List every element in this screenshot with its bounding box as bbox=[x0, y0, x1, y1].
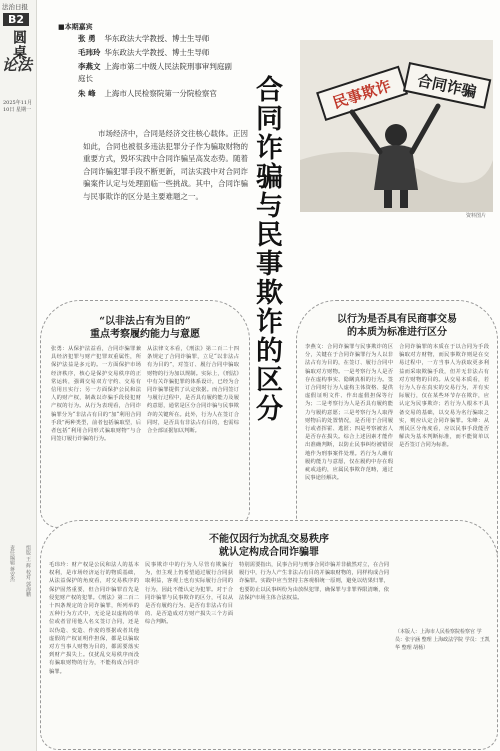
page-title: 合同诈骗与民事欺诈的区分 bbox=[251, 75, 282, 423]
sign-text-1: 民事欺诈 bbox=[330, 76, 394, 113]
guest-row bbox=[78, 88, 217, 99]
box2-heading-line2: 的本质为标准进行区分 bbox=[347, 327, 447, 338]
guest-row bbox=[78, 47, 209, 58]
article-box-1 bbox=[40, 300, 250, 528]
guest-row bbox=[78, 33, 209, 44]
box3-column-c: 特别需要指出，民事合同与刑事合同诈骗并非截然对立，在合同履行中，行为人产生非法占有目的并骗取财物的，同样构成合同诈骗罪。实践中应当坚持主客观相统一原则，避免以结果归罪，也要防止以民事纠纷为由放纵犯罪，确保罪与非罪界限清晰，依法保护市场主体合法权益。 bbox=[239, 562, 389, 601]
photo-credit: 资料图片 bbox=[466, 213, 487, 219]
illustration-graphic bbox=[300, 40, 493, 212]
guest-name: 朱 峰 bbox=[78, 89, 96, 98]
intro-paragraph: 市场经济中，合同是经济交往核心载体。正因如此，合同也被很多违法犯罪分子作为骗取财物的重要方式，毁坏实践中合同诈骗呈高发态势。随着合同诈骗犯罪手段不断更新，司法实践中对合同诈骗案件认定与处理面临一些挑战。其中，合同诈骗与民事欺诈的区分是主要难题之一。 bbox=[83, 129, 248, 201]
guests-heading: ■本期嘉宾 bbox=[58, 23, 93, 31]
guest-title: 上海市第二中级人民法院刑事审判庭副庭长 bbox=[78, 62, 232, 83]
guest-title: 华东政法大学教授、博士生导师 bbox=[104, 48, 210, 57]
guest-title: 上海市人民检察院第一分院检察官 bbox=[104, 89, 217, 98]
issue-date: 2025年11月10日 星期一 bbox=[3, 100, 33, 113]
editor-credit: 责任编辑 蒋安杰 bbox=[9, 545, 15, 582]
page-number: B2 bbox=[3, 13, 29, 26]
paper-name: 法治日报 bbox=[2, 3, 28, 11]
illustration-photo bbox=[300, 40, 493, 212]
guest-row bbox=[78, 61, 238, 85]
sign-text-2: 合同诈骗 bbox=[415, 71, 479, 102]
section-subtitle: 论法 bbox=[2, 56, 33, 74]
guest-name: 李燕文 bbox=[78, 62, 101, 71]
section-name: 圆桌 bbox=[11, 30, 27, 60]
box1-column-a: 张勇：从保护法益看，合同诈骗罪兼具经济犯罪与财产犯罪双重属性，所保护法益是多元的。一方面保护市场经济秩序，核心是保护交易秩序的正常运转，强调交易双方守约、交易有信用且实行；另一方面保护公民和法人的财产权，制裁以诈骗手段侵犯财产权的行为。从行为表现看，合同诈骗罪分为“非法占有目的”加“利用合同手段”两种类型，前者包括骗取型，后者包括“利用合同形式骗取财物”与合同签订履行诈骗的行为。 bbox=[51, 346, 141, 443]
box2-column-a: 李燕文：合同诈骗罪与民事欺诈的区分，关键在于合同诈骗罪行为人以非法占有为目的，在签订、履行合同中骗取对方财物。一是考察行为人是否存在虚构事实、隐瞒真相的行为。签订合同时行为人虚构主体资格、提供虚假证明文件、作出虚假担保等行为；二是考察行为人是否具有履约能力与履约意愿；三是考察行为人取得财物后的处置情况，是否用于合同履行或者挥霍、逃匿；四是考察被害人是否存在损失。综合上述因素才能作出准确判断，以防止民事纠纷被错误地作为刑事案件处理。若行为人确有履约能力与意愿，仅在履约中存在瑕疵或违约，应属民事欺诈范畴，通过民事途径解决。 bbox=[305, 344, 393, 482]
guest-name: 毛玮玲 bbox=[78, 48, 101, 57]
box1-column-b: 从法律文本看，《刑法》第二百二十四条规定了合同诈骗罪，立足“以非法占有为目的”，对签订、履行合同中骗取财物的行为加以规制。实际上，《刑法》中有关诈骗犯罪的体系设计，已经为合同诈骗罪提供了认定依据。而合同签订与履行过程中，是否具有履约能力及履约意愿，通常是区分合同诈骗与民事欺诈的关键所在。此外，行为人在签订合同时，是否具有非法占有目的，也需综合全部证据加以判断。 bbox=[147, 346, 239, 435]
box3-heading-line1: 不能仅因行为扰乱交易秩序 bbox=[209, 534, 329, 545]
guest-name: 张 勇 bbox=[78, 34, 96, 43]
box3-heading-line2: 就认定构成合同诈骗罪 bbox=[219, 547, 319, 558]
box2-heading-line1: 以行为是否具有民商事交易 bbox=[337, 314, 457, 325]
box1-heading-line1: “以非法占有为目的” bbox=[99, 316, 191, 327]
layout-credit: 组版 王 辉 校对 郭海鹏 bbox=[25, 545, 31, 597]
box1-heading-line2: 重点考察履约能力与意愿 bbox=[90, 329, 200, 340]
guest-title: 华东政法大学教授、博士生导师 bbox=[104, 34, 210, 43]
box3-column-a: 毛玮玲：财产权是公民和法人的基本权利，是市场经济运行的物质基础，从法益保护的角度看，对交易秩序的保护固然重要，但合同诈骗罪首先是侵犯财产权的犯罪。《刑法》第二百二十四条规定的合同诈骗罪，所列举的五种行为方式中，无论是以虚构的单位或者冒用他人名义签订合同，还是以伪造、变造、作废的票据或者其他虚假的产权证明作担保，都是以骗取对方当事人财物为目的，都需要落实到财产损失上。仅扰乱交易秩序而没有骗取财物的行为，不能构成合同诈骗罪。 bbox=[49, 562, 139, 675]
box2-column-b: 合同诈骗罪的本质在于以合同为手段骗取对方财物，而民事欺诈则是在交易过程中，一方当事人为获取更多利益而采取欺骗手段，但并无非法占有对方财物的目的。从交易本质看，若行为人存在真实的交易行为，并有实际履行，仅在某些环节存在欺诈，应认定为民事欺诈；若行为人根本不具备交易的基础，以交易为名行骗取之实，则应认定合同诈骗罪。朱峰：从刑民区分角度看，应以民事手段能否解决为基本判断标准，而不能简单以是否签订合同为标准。 bbox=[399, 344, 489, 449]
box3-column-b: 民事欺诈中的行为人尽管有欺骗行为，但主观上仍希望通过履行合同获取利益，客观上也有实际履行合同的行为，因此不能认定为犯罪。对于合同诈骗罪与民事欺诈的区分，可以从是否有履约行为、是否有非法占有目的、是否造成对方财产损失三个方面综合判断。 bbox=[145, 562, 233, 626]
editor-footnote: （本版人：上海市人民检察院检察官 学员：张宇涵 整理 上海政法学院 学员：王凯华 整理 胡杨） bbox=[395, 629, 490, 651]
